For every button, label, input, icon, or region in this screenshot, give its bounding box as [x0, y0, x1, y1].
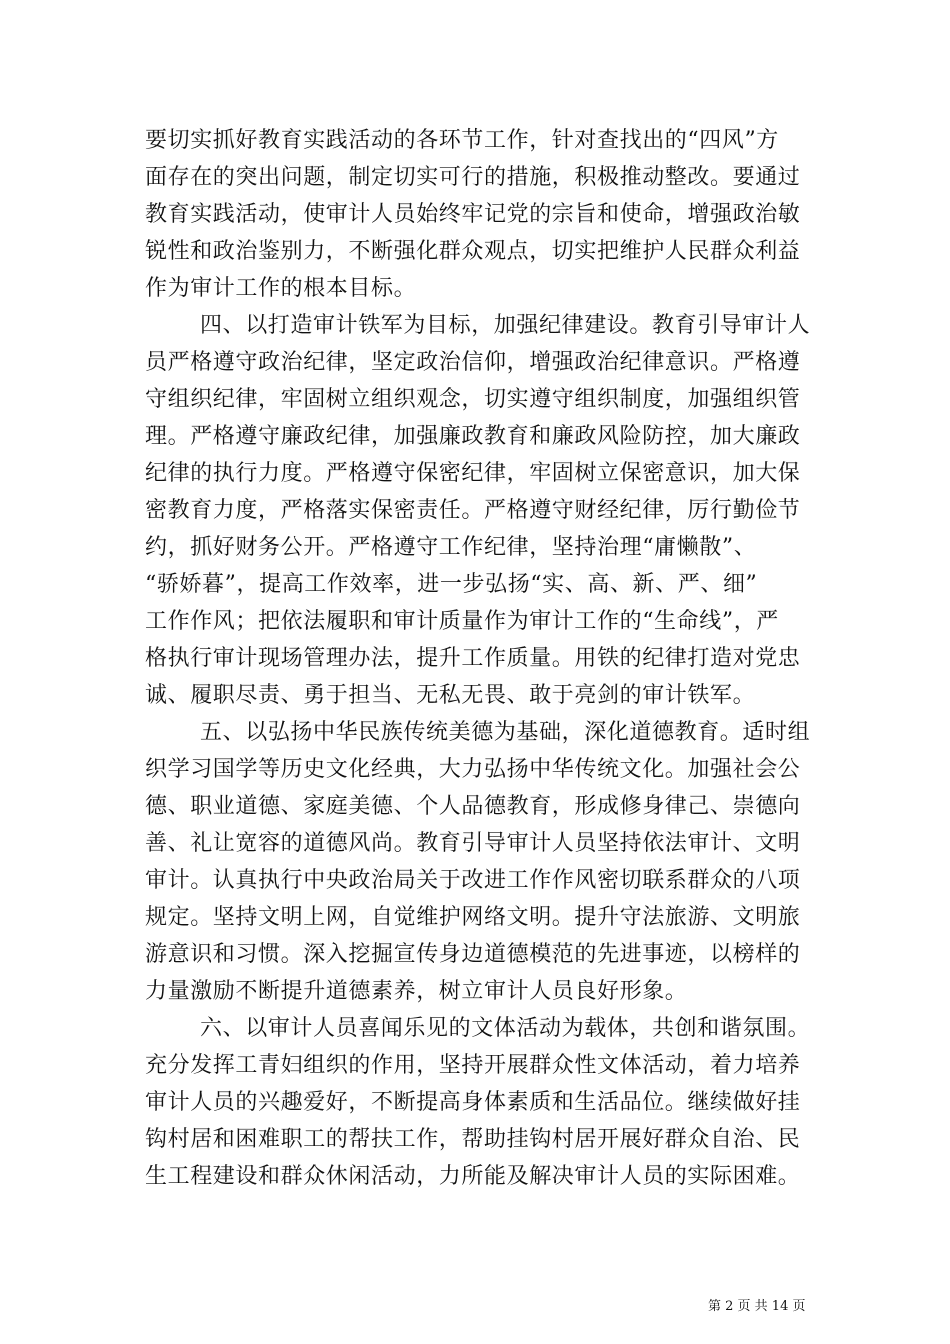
- text-line: 诚、履职尽责、勇于担当、无私无畏、敢于亮剑的审计铁军。: [145, 683, 756, 708]
- text-line: 工作作风；把依法履职和审计质量作为审计工作的“生命线”，严: [145, 609, 779, 634]
- text-line: 审计人员的兴趣爱好，不断提高身体素质和生活品位。继续做好挂: [145, 1090, 801, 1115]
- text-line: 织学习国学等历史文化经典，大力弘扬中华传统文化。加强社会公: [145, 757, 801, 782]
- text-line: 善、礼让宽容的道德风尚。教育引导审计人员坚持依法审计、文明: [145, 831, 801, 856]
- section-heading-five: 五、以弘扬中华民族传统美德为基础，深化道德教育。适时组: [200, 720, 811, 745]
- text-line: 游意识和习惯。深入挖掘宣传身边道德模范的先进事迹，以榜样的: [145, 942, 801, 967]
- text-line: 守组织纪律，牢固树立组织观念，切实遵守组织制度，加强组织管: [145, 387, 801, 412]
- text-line: 格执行审计现场管理办法，提升工作质量。用铁的纪律打造对党忠: [145, 646, 801, 671]
- text-line: 员严格遵守政治纪律，坚定政治信仰，增强政治纪律意识。严格遵: [145, 350, 801, 375]
- text-line: 密教育力度，严格落实保密责任。严格遵守财经纪律，厉行勤俭节: [145, 498, 801, 523]
- text-line: 钩村居和困难职工的帮扶工作，帮助挂钩村居开展好群众自治、民: [145, 1127, 801, 1152]
- text-line: 约，抓好财务公开。严格遵守工作纪律，坚持治理“庸懒散”、: [145, 535, 757, 560]
- text-line: “骄娇暮”，提高工作效率，进一步弘扬“实、高、新、严、细”: [145, 572, 758, 597]
- section-heading-six: 六、以审计人员喜闻乐见的文体活动为载体，共创和谐氛围。: [200, 1016, 811, 1041]
- text-line: 要切实抓好教育实践活动的各环节工作，针对查找出的“四风”方: [145, 128, 779, 153]
- text-line: 面存在的突出问题，制定切实可行的措施，积极推动整改。要通过: [145, 165, 801, 190]
- text-line: 理。严格遵守廉政纪律，加强廉政教育和廉政风险防控，加大廉政: [145, 424, 801, 449]
- text-line: 德、职业道德、家庭美德、个人品德教育，形成修身律己、崇德向: [145, 794, 801, 819]
- text-line: 充分发挥工青妇组织的作用，坚持开展群众性文体活动，着力培养: [145, 1053, 801, 1078]
- text-line: 生工程建设和群众休闲活动，力所能及解决审计人员的实际困难。: [145, 1164, 801, 1189]
- text-line: 力量激励不断提升道德素养，树立审计人员良好形象。: [145, 979, 688, 1004]
- text-line: 纪律的执行力度。严格遵守保密纪律，牢固树立保密意识，加大保: [145, 461, 801, 486]
- text-line: 教育实践活动，使审计人员始终牢记党的宗旨和使命，增强政治敏: [145, 202, 801, 227]
- text-line: 作为审计工作的根本目标。: [145, 276, 417, 301]
- page-number: 第 2 页 共 14 页: [708, 1299, 806, 1314]
- text-line: 规定。坚持文明上网，自觉维护网络文明。提升守法旅游、文明旅: [145, 905, 801, 930]
- section-heading-four: 四、以打造审计铁军为目标，加强纪律建设。教育引导审计人: [200, 313, 811, 338]
- text-line: 锐性和政治鉴别力，不断强化群众观点，切实把维护人民群众利益: [145, 239, 801, 264]
- text-line: 审计。认真执行中央政治局关于改进工作作风密切联系群众的八项: [145, 868, 801, 893]
